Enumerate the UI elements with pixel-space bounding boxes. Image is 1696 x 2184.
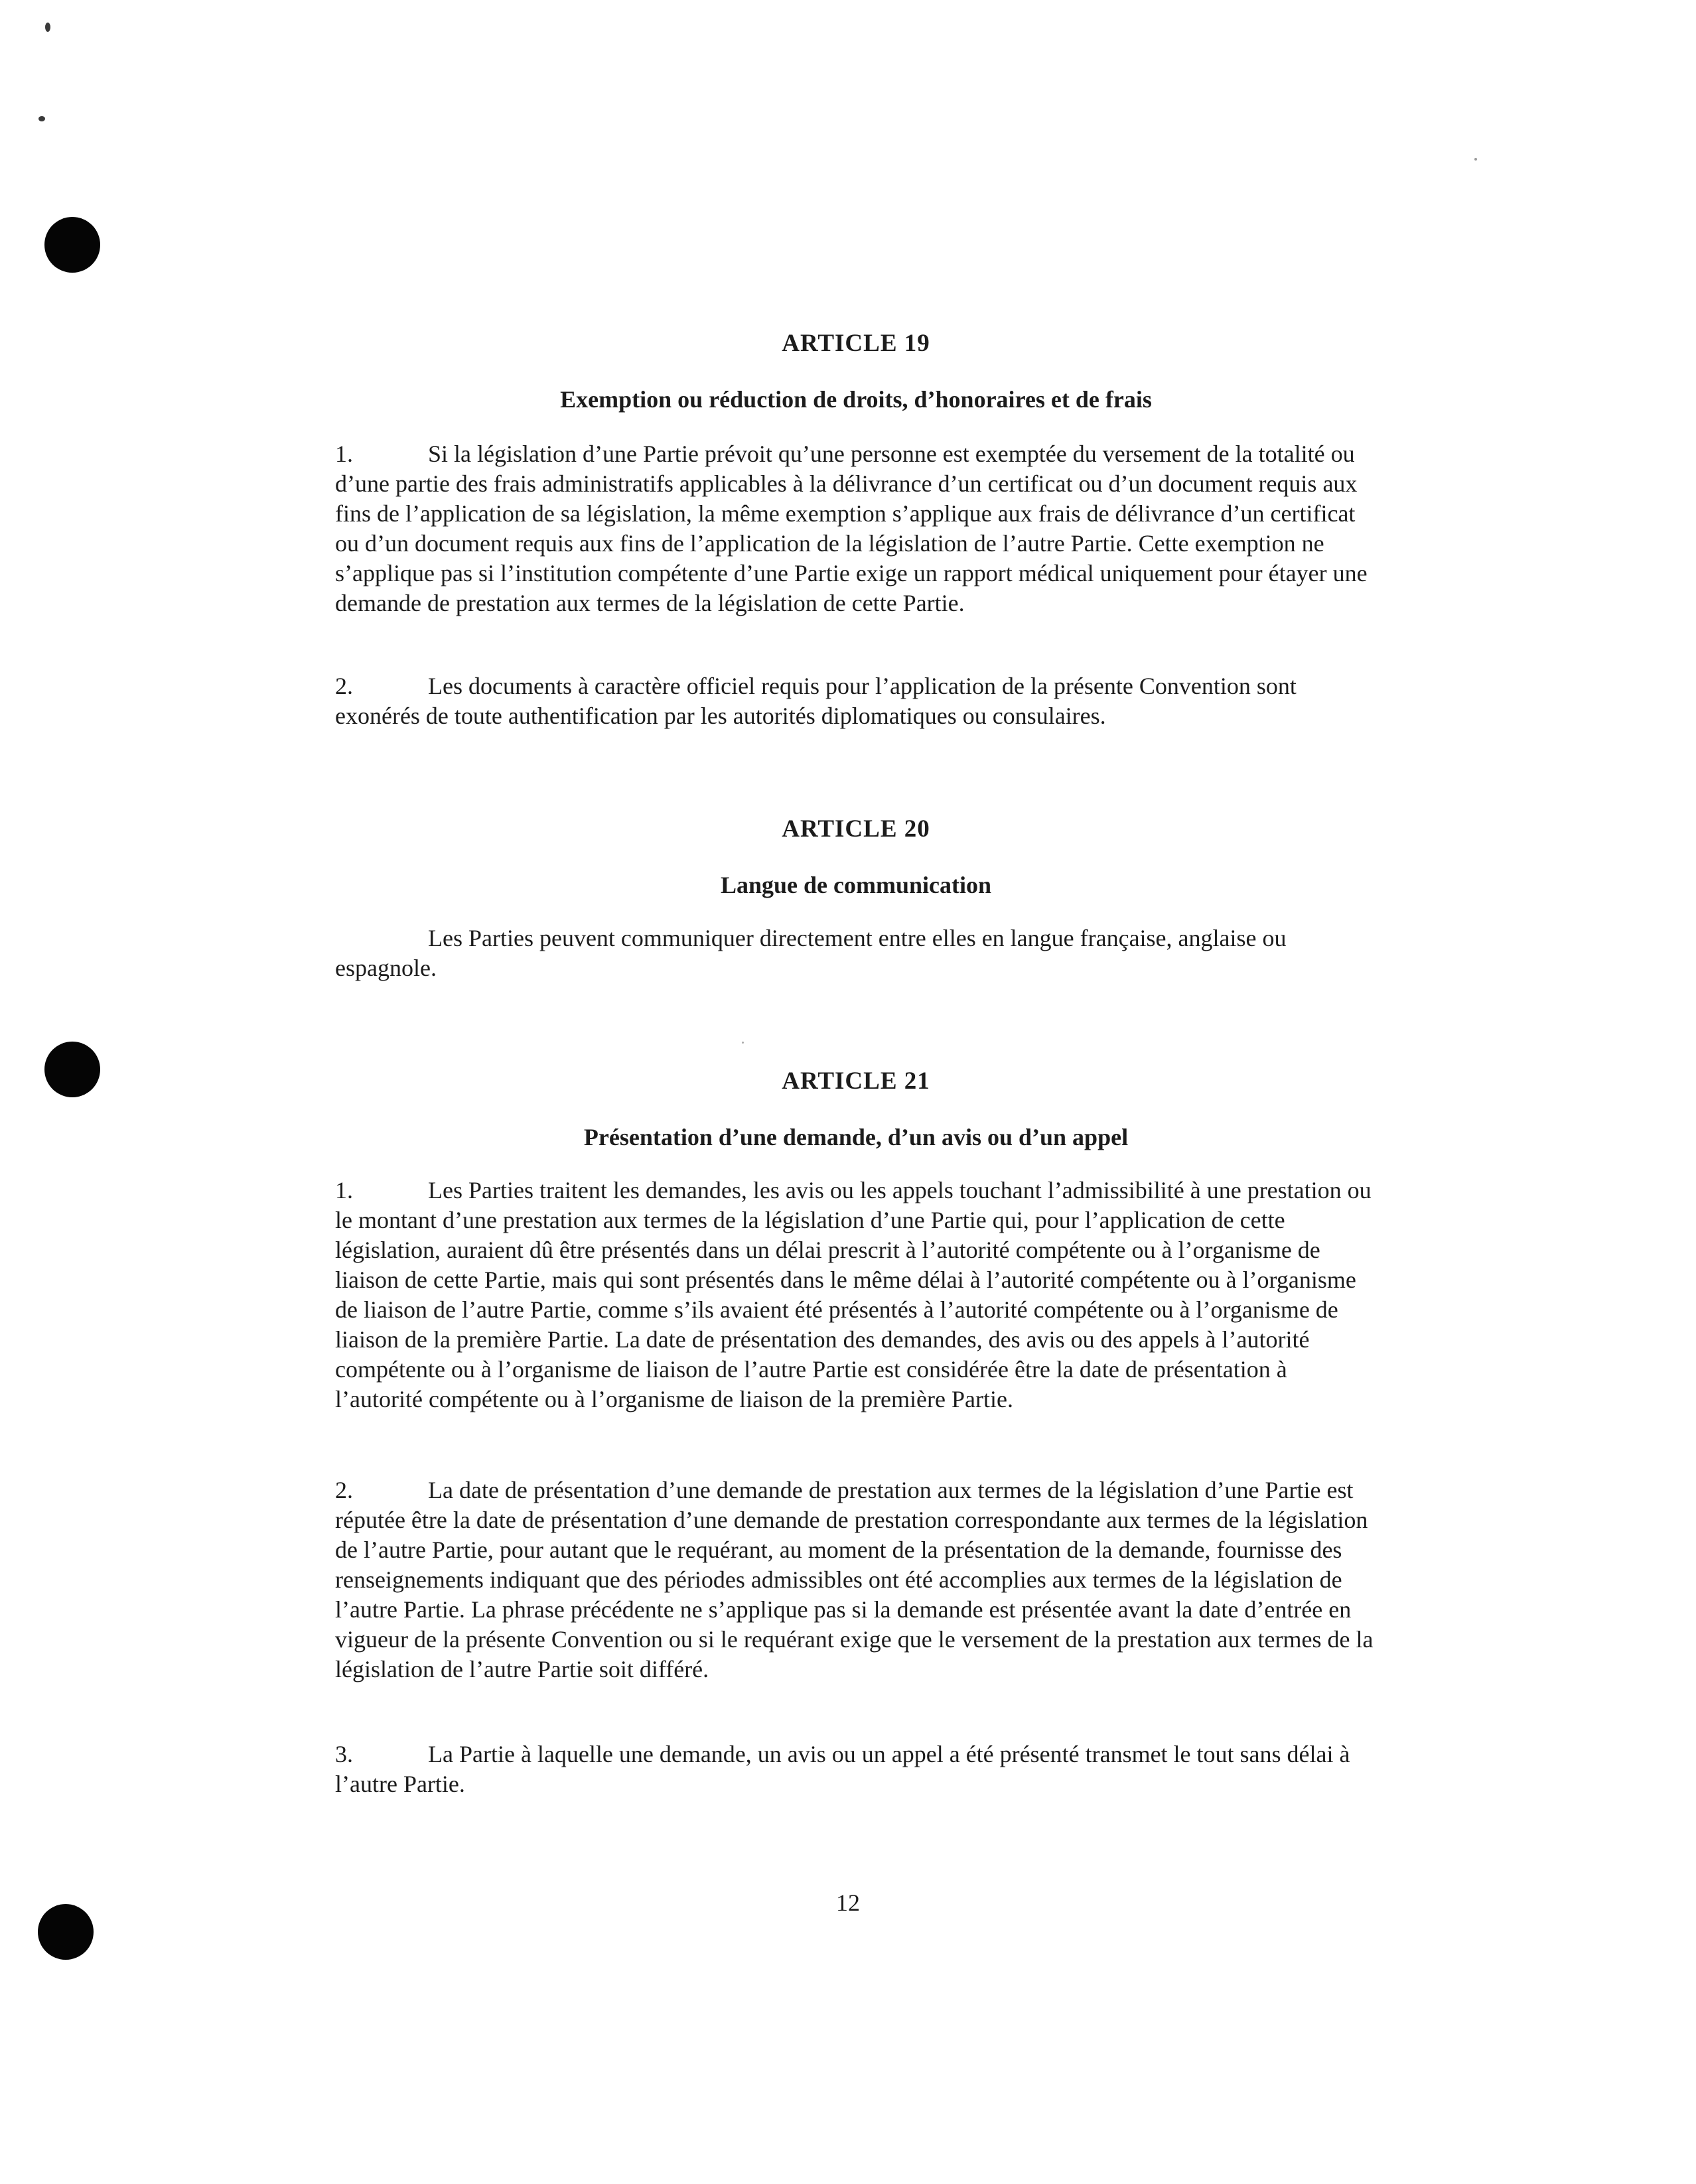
article-21-title: ARTICLE 21 [782, 1067, 930, 1095]
paragraph-text: La date de présentation d’une demande de prestation aux termes de la législation d’une Partie est réputée être la date de présentation d’une demande de prestation correspondante aux termes de la législation de l’autre Partie, pour autant que le requérant, au moment de la présentation de la demande, fournisse des renseignements indiquant que des périodes admissibles ont été accomplies aux termes de la législation de l’autre Partie. La phrase précédente ne s’applique pas si la demande est présentée avant la date d’entrée en vigueur de la présente Convention ou si le requérant exige que le versement de la prestation aux termes de la législation de l’autre Partie soit différé. [335, 1477, 1374, 1682]
paragraph-number: 2. [335, 1477, 353, 1503]
scan-speck [1474, 158, 1477, 161]
scan-speck [45, 23, 50, 32]
article-20-title: ARTICLE 20 [782, 815, 930, 843]
paragraph-text: Si la législation d’une Partie prévoit qu’une personne est exemptée du versement de la totalité ou d’une partie des frais administratifs applicables à la délivrance d’un certificat ou d’un document requis aux fins de l’application de sa législation, la même exemption s’applique aux frais de délivrance d’un certificat ou d’un document requis aux fins de l’application de la législation de l’autre Partie. Cette exemption ne s’applique pas si l’institution compétente d’une Partie exige un rapport médical uniquement pour étayer une demande de prestation aux termes de la législation de cette Partie. [335, 441, 1368, 616]
punch-hole [44, 217, 100, 273]
paragraph-number: 1. [335, 441, 353, 467]
article-21-subtitle: Présentation d’une demande, d’un avis ou d’un appel [583, 1124, 1129, 1150]
article-20-paragraph: Les Parties peuvent communiquer directement entre elles en langue française, anglaise ou espagnole. [335, 925, 1287, 981]
article-21-paragraph-2 [335, 1475, 1377, 1684]
article-19-paragraph-1 [335, 439, 1377, 618]
article-19-paragraph-2 [335, 671, 1377, 731]
article-20-subtitle: Langue de communication [720, 872, 992, 898]
paragraph-text: La Partie à laquelle une demande, un avis ou un appel a été présenté transmet le tout sans délai à l’autre Partie. [335, 1741, 1350, 1797]
article-19-title: ARTICLE 19 [782, 330, 930, 357]
page-number: 12 [836, 1889, 860, 1916]
paragraph-number: 1. [335, 1177, 353, 1203]
scan-speck [742, 1042, 744, 1044]
paragraph-number: 3. [335, 1741, 353, 1767]
article-19-subtitle: Exemption ou réduction de droits, d’honoraires et de frais [560, 386, 1152, 413]
article-21-paragraph-3 [335, 1740, 1377, 1799]
punch-hole [44, 1042, 100, 1097]
scan-speck [38, 116, 45, 121]
paragraph-number: 2. [335, 673, 353, 699]
article-21-paragraph-1 [335, 1176, 1377, 1414]
paragraph-text: Les documents à caractère officiel requis pour l’application de la présente Convention sont exonérés de toute authentification par les autorités diplomatiques ou consulaires. [335, 673, 1297, 729]
paragraph-text: Les Parties traitent les demandes, les avis ou les appels touchant l’admissibilité à une prestation ou le montant d’une prestation aux termes de la législation d’une Partie qui, pour l’application de cette législation, auraient dû être présentés dans un délai prescrit à l’autorité compétente ou à l’organisme de liaison de cette Partie, mais qui sont présentés dans le même délai à l’autorité compétente ou à l’organisme de liaison de l’autre Partie, comme s’ils avaient été présentés à l’autorité compétente ou à l’organisme de liaison de la première Partie. La date de présentation des demandes, des avis ou des appels à l’autorité compétente ou à l’organisme de liaison de l’autre Partie est considérée être la date de présentation à l’autorité compétente ou à l’organisme de liaison de la première Partie. [335, 1177, 1372, 1412]
